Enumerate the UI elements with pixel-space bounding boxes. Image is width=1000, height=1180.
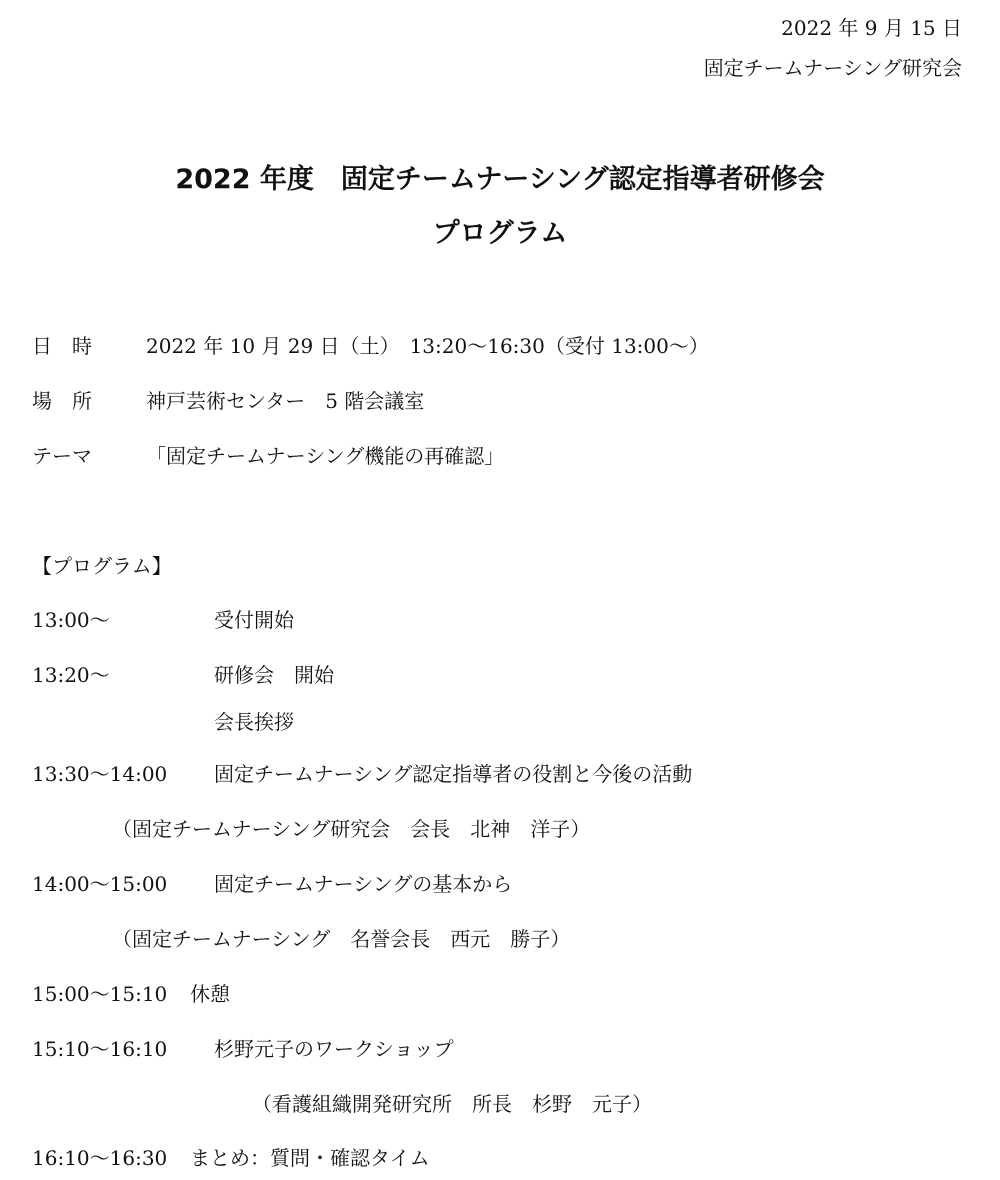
program-heading: 【プログラム】: [32, 554, 172, 578]
program-time: 13:00～: [32, 608, 110, 632]
program-item-sub: 会長挨拶: [214, 710, 294, 734]
program-speaker: （固定チームナーシング研究会 会長 北神 洋子）: [112, 817, 591, 841]
program-item: 杉野元子のワークショップ: [214, 1037, 454, 1061]
program-time: 15:00～15:10: [32, 982, 168, 1006]
venue-label: 場 所: [32, 389, 92, 413]
program-item: 固定チームナーシング認定指導者の役割と今後の活動: [214, 762, 693, 786]
program-time: 14:00～15:00: [32, 872, 168, 896]
datetime-label: 日 時: [32, 334, 92, 358]
organizer-name: 固定チームナーシング研究会: [703, 56, 962, 80]
program-speaker: （看護組織開発研究所 所長 杉野 元子）: [252, 1092, 652, 1116]
document-subtitle: プログラム: [432, 218, 568, 249]
program-time: 13:20～: [32, 663, 110, 687]
program-time: 13:30～14:00: [32, 762, 168, 786]
program-item: 固定チームナーシングの基本から: [214, 872, 513, 896]
program-time: 15:10～16:10: [32, 1037, 168, 1061]
program-speaker: （固定チームナーシング 名誉会長 西元 勝子）: [112, 927, 571, 951]
document-date: 2022 年 9 月 15 日: [781, 16, 962, 40]
program-item: 研修会 開始: [214, 663, 334, 687]
venue-value: 神戸芸術センター 5 階会議室: [146, 389, 425, 413]
theme-value: 「固定チームナーシング機能の再確認」: [146, 444, 505, 468]
program-item: 受付開始: [214, 608, 294, 632]
program-time: 16:10～16:30: [32, 1146, 168, 1170]
document-title: 2022 年度 固定チームナーシング認定指導者研修会: [175, 164, 825, 195]
program-item: 休憩: [190, 982, 230, 1006]
datetime-value: 2022 年 10 月 29 日（土） 13:20～16:30（受付 13:00～）: [146, 334, 709, 358]
theme-label: テーマ: [32, 444, 92, 468]
program-item: まとめ：質問・確認タイム: [190, 1146, 430, 1170]
